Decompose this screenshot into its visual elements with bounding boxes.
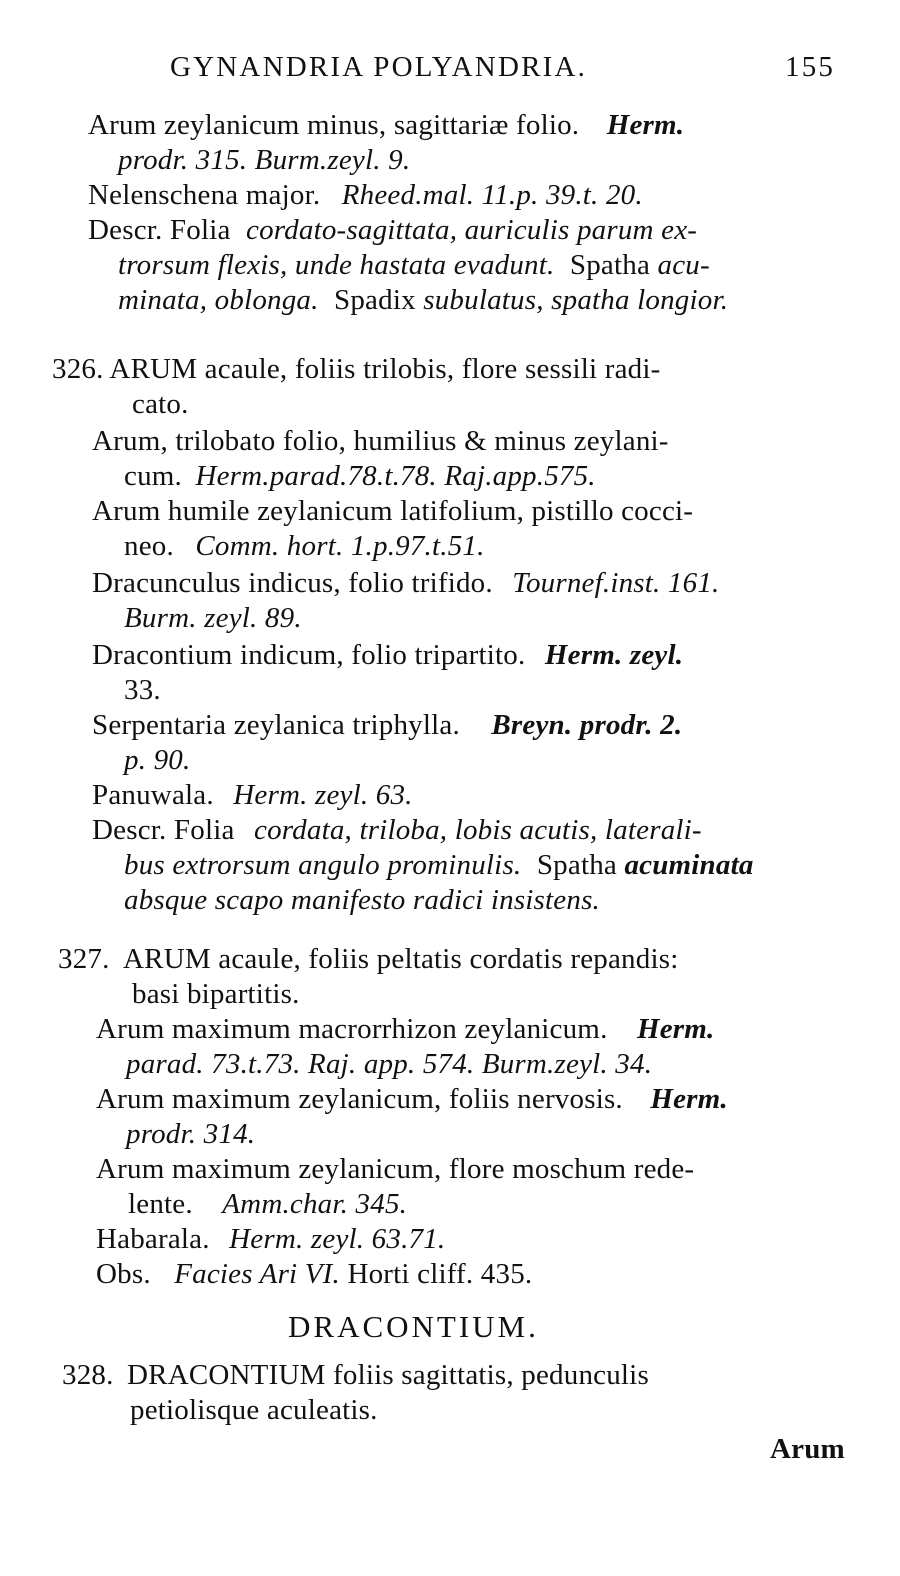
text-line: Arum zeylanicum minus, sagittariæ folio. Herm. (88, 109, 685, 141)
section-heading-dracontium: DRACONTIUM. (288, 1309, 539, 1344)
entry-326-heading: 326. ARUM acaule, foliis trilobis, flore sessili radi- (52, 353, 661, 385)
text-line: Serpentaria zeylanica triphylla. Breyn. prodr. 2. (92, 709, 683, 741)
catchword: Arum (770, 1433, 845, 1465)
text-line: parad. 73.t.73. Raj. app. 574. Burm.zeyl. 34. (126, 1048, 653, 1080)
text-line: cum. Herm.parad.78.t.78. Raj.app.575. (124, 460, 596, 492)
text-line: Dracontium indicum, folio tripartito. Herm. zeyl. (92, 639, 684, 671)
text-line: Habarala. Herm. zeyl. 63.71. (96, 1223, 446, 1255)
page-number: 155 (785, 51, 836, 83)
text-line: prodr. 315. Burm.zeyl. 9. (118, 144, 411, 176)
text-line: Arum maximum macrorrhizon zeylanicum. Herm. (96, 1013, 715, 1045)
text-line: Arum maximum zeylanicum, foliis nervosis. Herm. (96, 1083, 728, 1115)
running-title: GYNANDRIA POLYANDRIA. (170, 51, 588, 83)
text-line: Descr. Folia cordata, triloba, lobis acutis, laterali- (92, 814, 702, 846)
text-line: Obs. Facies Ari VI. Horti cliff. 435. (96, 1258, 533, 1290)
text-line: neo. Comm. hort. 1.p.97.t.51. (124, 530, 485, 562)
entry-number: 326. (52, 353, 104, 385)
text-line: absque scapo manifesto radici insistens. (124, 884, 601, 916)
entry-number: 327. (58, 943, 110, 975)
text-line: bus extrorsum angulo prominulis. Spatha acuminata (124, 849, 754, 881)
text-line: 33. (124, 674, 161, 706)
text-line: trorsum flexis, unde hastata evadunt. Spatha acu- (118, 249, 710, 281)
text-line: minata, oblonga. Spadix subulatus, spatha longior. (118, 284, 729, 316)
text-line: prodr. 314. (126, 1118, 256, 1150)
text-line: cato. (132, 388, 189, 420)
text-line: basi bipartitis. (132, 978, 300, 1010)
text-line: Arum humile zeylanicum latifolium, pistillo cocci- (92, 495, 694, 527)
text-line: Nelenschena major. Rheed.mal. 11.p. 39.t. 20. (88, 179, 643, 211)
text-line: Arum maximum zeylanicum, flore moschum rede- (96, 1153, 695, 1185)
text-line: Arum, trilobato folio, humilius & minus zeylani- (92, 425, 669, 457)
text-line: lente. Amm.char. 345. (128, 1188, 408, 1220)
entry-number: 328. (62, 1359, 114, 1391)
text-line: petiolisque aculeatis. (130, 1394, 378, 1426)
entry-328-heading: 328. DRACONTIUM foliis sagittatis, pedunculis (62, 1359, 649, 1391)
text-line: Descr. Folia cordato-sagittata, auriculis parum ex- (88, 214, 698, 246)
text-line: Burm. zeyl. 89. (124, 602, 302, 634)
text-line: Panuwala. Herm. zeyl. 63. (92, 779, 413, 811)
text-line: Dracunculus indicus, folio trifido. Tournef.inst. 161. (92, 567, 720, 599)
entry-327-heading: 327. ARUM acaule, foliis peltatis cordatis repandis: (58, 943, 679, 975)
text-line: p. 90. (124, 744, 191, 776)
